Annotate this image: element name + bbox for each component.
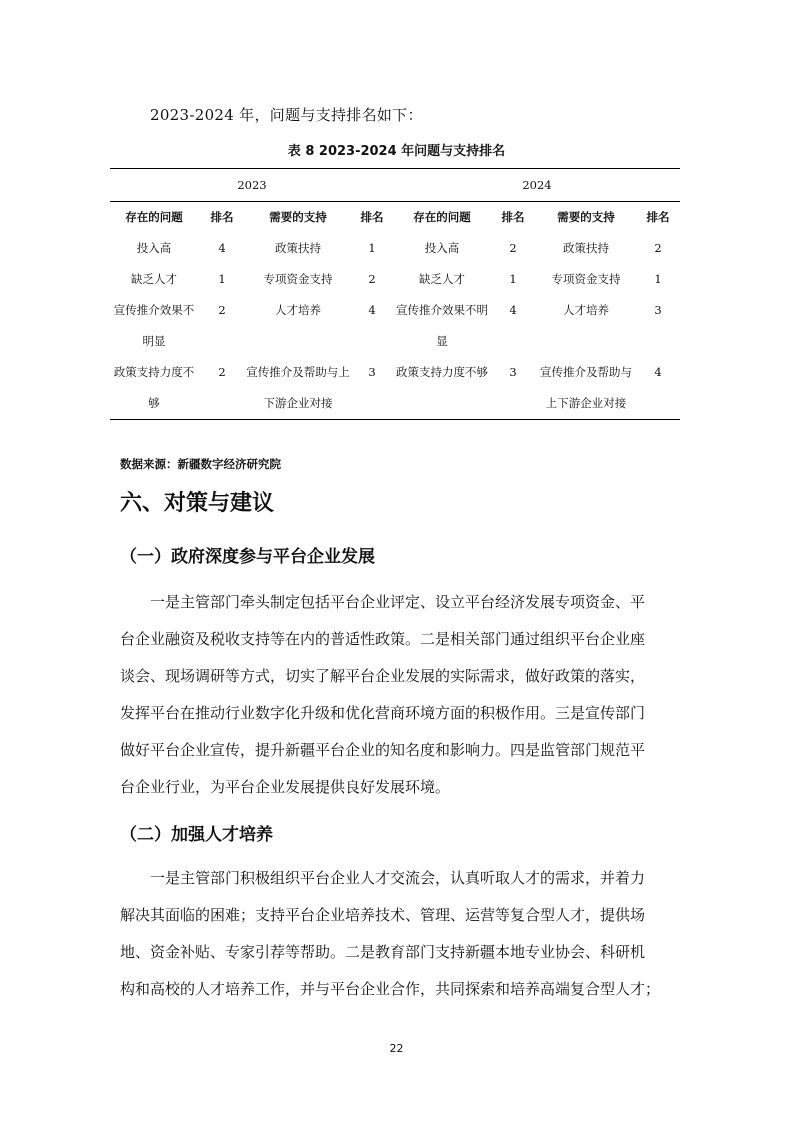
table-cell: 2 — [509, 241, 517, 255]
table-cell: 政策支持力度不够 — [110, 357, 198, 420]
table-cell: 2 — [198, 357, 246, 420]
column-header: 排名 — [646, 210, 670, 224]
column-header: 排名 — [360, 210, 384, 224]
table-cell: 专项资金支持 — [263, 272, 333, 286]
paragraph-line: 构和高校的人才培养工作，并与平台企业合作，共同探索和培养高端复合型人才； — [120, 980, 661, 998]
table-cell: 2 — [368, 272, 376, 286]
table-cell: 政策支持力度不够 — [394, 357, 490, 420]
table-cell: 3 — [490, 357, 536, 420]
table-row — [110, 264, 680, 295]
table-cell: 1 — [509, 272, 517, 286]
table-cell: 1 — [368, 241, 376, 255]
table-caption: 表 8 2023-2024 年问题与支持排名 — [287, 144, 506, 159]
paragraph-line: 谈会、现场调研等方式，切实了解平台企业发展的实际需求，做好政策的落实， — [120, 667, 646, 685]
table-cell: 2 — [654, 241, 662, 255]
table-cell: 4 — [368, 303, 376, 317]
table-cell: 人才培养 — [275, 303, 321, 317]
column-header: 排名 — [210, 210, 234, 224]
paragraph-line: 一是主管部门牵头制定包括平台企业评定、设立平台经济发展专项资金、平 — [150, 593, 646, 611]
table-cell: 4 — [218, 241, 226, 255]
year-2023: 2023 — [110, 169, 394, 202]
table-cell: 专项资金支持 — [551, 272, 621, 286]
table-cell: 宣传推介及帮助与上下游企业对接 — [536, 357, 636, 420]
table-cell: 政策扶持 — [275, 241, 321, 255]
table-cell: 缺乏人才 — [419, 272, 465, 286]
table-source: 数据来源：新疆数字经济研究院 — [120, 457, 281, 471]
paragraph-line: 发挥平台在推动行业数字化升级和优化营商环境方面的积极作用。三是宣传部门 — [120, 704, 646, 722]
table-cell: 投入高 — [424, 241, 460, 255]
table-cell: 3 — [350, 357, 394, 420]
table-cell: 3 — [654, 303, 662, 317]
paragraph-2 — [120, 860, 675, 1008]
subsection-title-1: （一）政府深度参与平台企业发展 — [120, 547, 375, 567]
paragraph-line: 台企业融资及税收支持等在内的普适性政策。二是相关部门通过组织平台企业座 — [120, 630, 646, 648]
table-cell: 宣传推介效果不明显 — [396, 303, 488, 348]
table-cell: 1 — [218, 272, 226, 286]
table-cell: 1 — [654, 272, 662, 286]
table-cell: 人才培养 — [563, 303, 609, 317]
table-cell: 2 — [218, 303, 226, 317]
table-cell: 投入高 — [136, 241, 172, 255]
table-row — [110, 295, 680, 357]
column-header: 存在的问题 — [413, 210, 471, 224]
table-cell: 政策扶持 — [563, 241, 609, 255]
paragraph-line: 地、资金补贴、专家引荐等帮助。二是教育部门支持新疆本地专业协会、科研机 — [120, 943, 646, 961]
subsection-title-2: （二）加强人才培养 — [120, 825, 273, 845]
intro-text: 2023-2024 年，问题与支持排名如下： — [150, 106, 423, 124]
table-cell: 宣传推介效果不明显 — [113, 303, 195, 348]
year-2024: 2024 — [394, 169, 680, 202]
paragraph-line: 做好平台企业宣传，提升新疆平台企业的知名度和影响力。四是监管部门规范平 — [120, 741, 646, 759]
column-header: 需要的支持 — [269, 210, 327, 224]
column-header: 存在的问题 — [125, 210, 183, 224]
paragraph-1 — [120, 584, 675, 806]
table-cell: 宣传推介及帮助与上下游企业对接 — [246, 357, 350, 420]
paragraph-line: 台企业行业，为平台企业发展提供良好发展环境。 — [120, 778, 451, 796]
table-row — [110, 233, 680, 264]
table-row — [110, 357, 680, 420]
paragraph-line: 一是主管部门积极组织平台企业人才交流会，认真听取人才的需求，并着力 — [150, 869, 646, 887]
section-title: 六、对策与建议 — [120, 491, 275, 516]
year-row — [110, 169, 680, 202]
table-cell: 缺乏人才 — [131, 272, 177, 286]
paragraph-line: 解决其面临的困难；支持平台企业培养技术、管理、运营等复合型人才，提供场 — [120, 906, 646, 924]
column-header: 排名 — [501, 210, 525, 224]
header-row — [110, 202, 680, 234]
table-cell: 4 — [509, 303, 517, 317]
column-header: 需要的支持 — [557, 210, 615, 224]
ranking-table — [110, 168, 680, 420]
page-number: 22 — [389, 1042, 404, 1055]
table-cell: 4 — [636, 357, 680, 420]
